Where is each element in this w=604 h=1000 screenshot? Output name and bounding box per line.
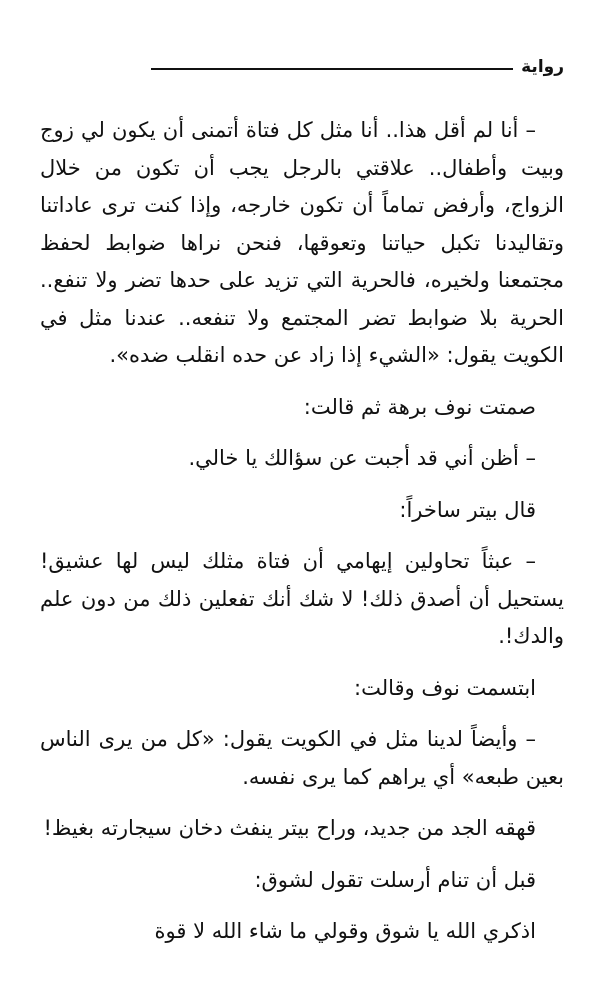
page-body (40, 112, 564, 961)
paragraph-2: صمتت نوف برهة ثم قالت: (303, 394, 536, 419)
paragraph-9: قبل أن تنام أرسلت تقول لشوق: (254, 867, 536, 892)
paragraph-6: ابتسمت نوف وقالت: (354, 675, 536, 700)
paragraph-3: – أظن أني قد أجبت عن سؤالك يا خالي. (188, 446, 536, 470)
header-title: رواية (521, 57, 564, 77)
paragraph-8: قهقه الجد من جديد، وراح بيتر ينفث دخان سيجارته بغيظ! (43, 816, 536, 840)
paragraph-5: – عبثاً تحاولين إيهامي أن فتاة مثلك ليس لها عشيق! يستحيل أن أصدق ذلك! لا شك أنك تفعلين ذلك من دون علم والدك!. (40, 549, 564, 648)
paragraph-7: – وأيضاً لدينا مثل في الكويت يقول: «كل من يرى الناس بعين طبعه» أي يراهم كما يرى نفسه. (40, 727, 564, 789)
paragraph-10: اذكري الله يا شوق وقولي ما شاء الله لا قوة (154, 919, 536, 943)
paragraph-4: قال بيتر ساخراً: (399, 497, 536, 522)
running-header (40, 52, 564, 82)
header-rule (151, 68, 513, 70)
paragraph-1: – أنا لم أقل هذا.. أنا مثل كل فتاة أتمنى أن يكون لي زوج وبيت وأطفال.. علاقتي بالرجل يجب أن تكون من خلال الزواج، وأرفض تماماً أن تكون خارجه، وإذا كنت ترى عاداتنا وتقاليدنا تكبل حياتنا وتعوقها، فنحن نراها ضوابط لحفظ مجتمعنا ولخيره، فالحرية التي تزيد على حدها تضر ولا تنفع.. الحرية بلا ضوابط تضر المجتمع ولا تنفعه.. عندنا مثل في الكويت يقول: «الشيء إذا زاد عن حده انقلب ضده». (40, 118, 564, 367)
